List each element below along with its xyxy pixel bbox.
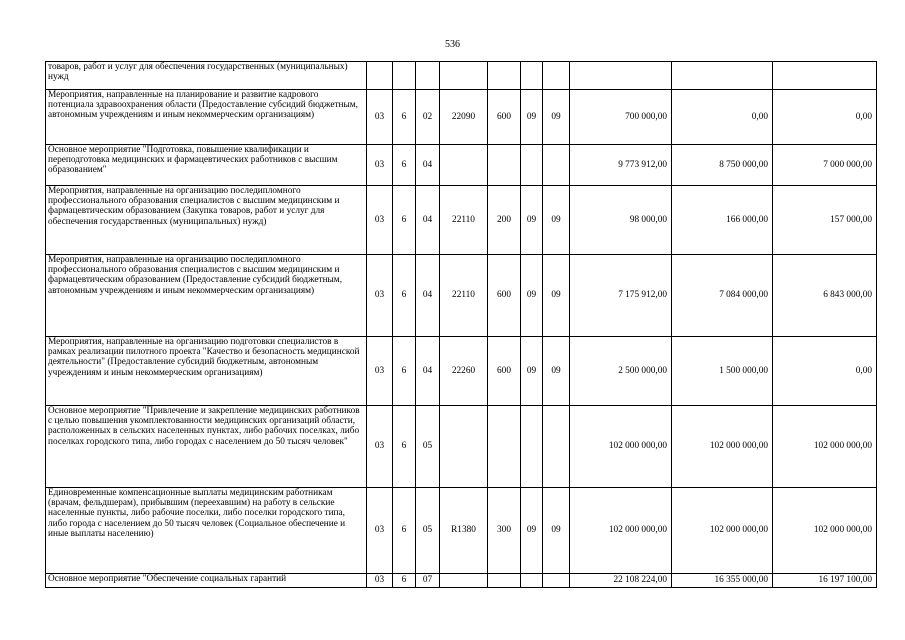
table-row — [46, 145, 877, 186]
amount-year1-cell — [570, 62, 672, 90]
table-row — [46, 186, 877, 255]
amount-year2-cell: 7 084 000,00 — [672, 255, 773, 337]
subsection-cell — [543, 62, 570, 90]
budget-table — [45, 61, 877, 588]
amount-year2-cell: 16 355 000,00 — [672, 574, 773, 588]
row-name-cell: Мероприятия, направленные на организацию последипломного профессионального образования специалистов с высшим медицинским и фармацевтическим образованием (Закупка товаров, работ и услуг для обеспечения государственных (муниципальных) нужд) — [46, 186, 367, 255]
page-number: 536 — [445, 39, 460, 50]
section-cell: 09 — [521, 488, 543, 574]
subsection-cell — [543, 406, 570, 488]
amount-year2-cell — [672, 62, 773, 90]
direction-cell — [440, 574, 488, 588]
row-name-cell: Мероприятия, направленные на организацию последипломного профессионального образования специалистов с высшим медицинским и фармацевтическим образованием (Предоставление субсидий бюджетным, автономным учреждениям и иным некоммерческим организациям) — [46, 255, 367, 337]
code-cell: 03 — [367, 406, 393, 488]
section-cell — [521, 574, 543, 588]
row-name-cell: Единовременные компенсационные выплаты медицинским работникам (врачам, фельдшерам), прибывшим (переехавшим) на работу в сельские населенные пункты, либо рабочие поселки, либо поселки городского типа, либо города с населением до 50 тысяч человек (Социальное обеспечение и иные выплаты населению) — [46, 488, 367, 574]
table-row — [46, 488, 877, 574]
subsection-cell: 09 — [543, 186, 570, 255]
amount-year1-cell: 102 000 000,00 — [570, 406, 672, 488]
subprogram-cell: 6 — [393, 406, 416, 488]
amount-year1-cell: 22 108 224,00 — [570, 574, 672, 588]
row-name-cell: Основное мероприятие "Подготовка, повышение квалификации и переподготовка медицинских и фармацевтических работников с высшим образованием" — [46, 145, 367, 186]
code-cell: 03 — [367, 186, 393, 255]
subsection-cell — [543, 574, 570, 588]
row-name-cell: Основное мероприятие "Обеспечение социальных гарантий — [46, 574, 367, 588]
subprogram-cell: 6 — [393, 186, 416, 255]
table-row — [46, 406, 877, 488]
section-cell — [521, 145, 543, 186]
direction-cell: 22110 — [440, 255, 488, 337]
subprogram-cell: 6 — [393, 574, 416, 588]
subprogram-cell: 6 — [393, 90, 416, 145]
subprogram-cell: 6 — [393, 488, 416, 574]
code-cell: 03 — [367, 255, 393, 337]
direction-cell — [440, 62, 488, 90]
amount-year2-cell: 102 000 000,00 — [672, 488, 773, 574]
expense-type-cell: 300 — [488, 488, 521, 574]
expense-type-cell: 200 — [488, 186, 521, 255]
amount-year2-cell: 102 000 000,00 — [672, 406, 773, 488]
amount-year1-cell: 98 000,00 — [570, 186, 672, 255]
amount-year3-cell: 0,00 — [773, 90, 877, 145]
subprogram-cell: 6 — [393, 337, 416, 406]
activity-cell: 04 — [416, 145, 440, 186]
table-row — [46, 62, 877, 90]
amount-year1-cell: 2 500 000,00 — [570, 337, 672, 406]
code-cell — [367, 62, 393, 90]
amount-year3-cell: 102 000 000,00 — [773, 406, 877, 488]
activity-cell: 04 — [416, 255, 440, 337]
amount-year2-cell: 0,00 — [672, 90, 773, 145]
table-row — [46, 574, 877, 588]
amount-year1-cell: 700 000,00 — [570, 90, 672, 145]
row-name-cell: товаров, работ и услуг для обеспечения государственных (муниципальных) нужд — [46, 62, 367, 90]
section-cell: 09 — [521, 186, 543, 255]
expense-type-cell — [488, 574, 521, 588]
activity-cell: 02 — [416, 90, 440, 145]
subsection-cell: 09 — [543, 488, 570, 574]
table-row — [46, 90, 877, 145]
expense-type-cell — [488, 62, 521, 90]
direction-cell: 22260 — [440, 337, 488, 406]
subsection-cell: 09 — [543, 90, 570, 145]
section-cell: 09 — [521, 337, 543, 406]
amount-year3-cell: 16 197 100,00 — [773, 574, 877, 588]
amount-year3-cell: 0,00 — [773, 337, 877, 406]
activity-cell: 05 — [416, 406, 440, 488]
activity-cell: 04 — [416, 337, 440, 406]
expense-type-cell: 600 — [488, 337, 521, 406]
expense-type-cell: 600 — [488, 255, 521, 337]
amount-year3-cell: 6 843 000,00 — [773, 255, 877, 337]
expense-type-cell — [488, 406, 521, 488]
amount-year2-cell: 1 500 000,00 — [672, 337, 773, 406]
amount-year1-cell: 102 000 000,00 — [570, 488, 672, 574]
subsection-cell — [543, 145, 570, 186]
table-row — [46, 255, 877, 337]
section-cell: 09 — [521, 255, 543, 337]
expense-type-cell: 600 — [488, 90, 521, 145]
subsection-cell: 09 — [543, 255, 570, 337]
expense-type-cell — [488, 145, 521, 186]
activity-cell: 04 — [416, 186, 440, 255]
subprogram-cell — [393, 62, 416, 90]
amount-year1-cell: 7 175 912,00 — [570, 255, 672, 337]
amount-year1-cell: 9 773 912,00 — [570, 145, 672, 186]
row-name-cell: Основное мероприятие "Привлечение и закрепление медицинских работников с целью повышения укомплектованности медицинских организаций области, расположенных в сельских населенных пунктах, либо рабочих поселках, либо поселках городского типа, либо городах с населением до 50 тысяч человек" — [46, 406, 367, 488]
code-cell: 03 — [367, 488, 393, 574]
code-cell: 03 — [367, 337, 393, 406]
subsection-cell: 09 — [543, 337, 570, 406]
amount-year2-cell: 166 000,00 — [672, 186, 773, 255]
activity-cell: 07 — [416, 574, 440, 588]
section-cell — [521, 62, 543, 90]
code-cell: 03 — [367, 90, 393, 145]
activity-cell: 05 — [416, 488, 440, 574]
direction-cell: 22110 — [440, 186, 488, 255]
amount-year3-cell: 7 000 000,00 — [773, 145, 877, 186]
section-cell — [521, 406, 543, 488]
direction-cell — [440, 406, 488, 488]
amount-year2-cell: 8 750 000,00 — [672, 145, 773, 186]
amount-year3-cell — [773, 62, 877, 90]
row-name-cell: Мероприятия, направленные на планирование и развитие кадрового потенциала здравоохранения области (Предоставление субсидий бюджетным, автономным учреждениям и иным некоммерческим организациям) — [46, 90, 367, 145]
table-row — [46, 337, 877, 406]
direction-cell: R1380 — [440, 488, 488, 574]
code-cell: 03 — [367, 574, 393, 588]
row-name-cell: Мероприятия, направленные на организацию подготовки специалистов в рамках реализации пилотного проекта "Качество и безопасность медицинской деятельности" (Предоставление субсидий бюджетным, автономным учреждениям и иным некоммерческим организациям) — [46, 337, 367, 406]
subprogram-cell: 6 — [393, 255, 416, 337]
direction-cell: 22090 — [440, 90, 488, 145]
amount-year3-cell: 102 000 000,00 — [773, 488, 877, 574]
activity-cell — [416, 62, 440, 90]
subprogram-cell: 6 — [393, 145, 416, 186]
table-body — [46, 62, 877, 588]
code-cell: 03 — [367, 145, 393, 186]
section-cell: 09 — [521, 90, 543, 145]
direction-cell — [440, 145, 488, 186]
amount-year3-cell: 157 000,00 — [773, 186, 877, 255]
